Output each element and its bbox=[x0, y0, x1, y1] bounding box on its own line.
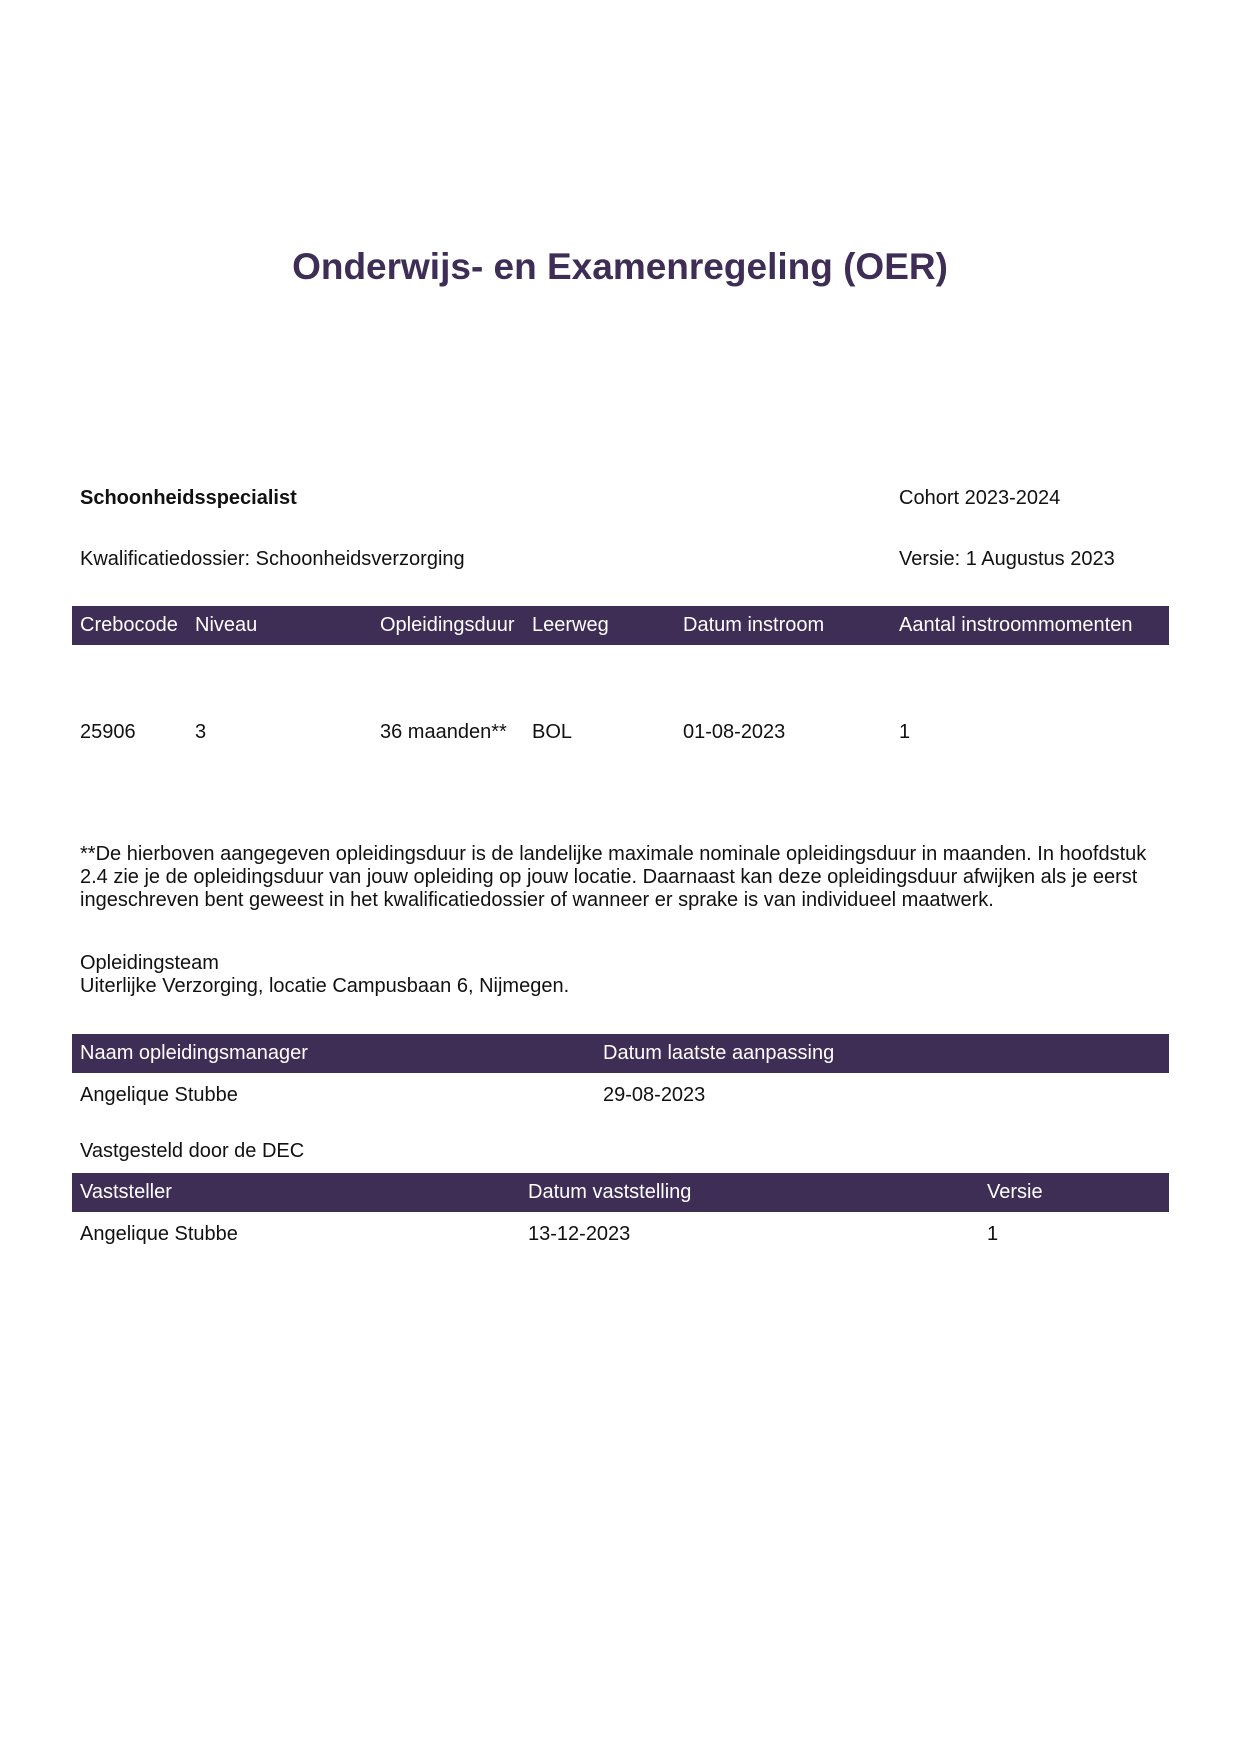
header-versie: Versie bbox=[987, 1181, 1043, 1203]
manager-table-header bbox=[72, 1034, 1169, 1073]
team-label: Opleidingsteam bbox=[80, 952, 219, 974]
header-datum-vaststelling: Datum vaststelling bbox=[528, 1181, 692, 1203]
header-aantal-instroommomenten: Aantal instroommomenten bbox=[899, 614, 1133, 636]
header-datum-instroom: Datum instroom bbox=[683, 614, 825, 636]
version-label: Versie: 1 Augustus 2023 bbox=[899, 548, 1115, 570]
cell-crebocode: 25906 bbox=[80, 721, 136, 743]
cell-opleidingsduur: 36 maanden** bbox=[380, 721, 507, 743]
header-opleidingsduur: Opleidingsduur bbox=[380, 614, 515, 636]
cell-niveau: 3 bbox=[195, 721, 207, 743]
duration-footnote: **De hierboven aangegeven opleidingsduur is de landelijke maximale nominale opleidingsduur in maanden. In hoofdstuk 2.4 zie je de opleidingsduur van jouw opleiding op jouw locatie. Daarnaast kan deze opleidingsduur afwijken als je eerst ingeschreven bent geweest in het kwalificatiedossier of wanneer er sprake is van individueel maatwerk. bbox=[80, 843, 1147, 911]
header-leerweg: Leerweg bbox=[532, 614, 609, 636]
cell-leerweg: BOL bbox=[532, 721, 573, 743]
cell-approval-version: 1 bbox=[987, 1223, 999, 1245]
header-naam-opleidingsmanager: Naam opleidingsmanager bbox=[80, 1042, 308, 1064]
header-vaststeller: Vaststeller bbox=[80, 1181, 172, 1203]
cohort-label: Cohort 2023-2024 bbox=[899, 487, 1061, 509]
approval-table-header bbox=[72, 1173, 1169, 1212]
document-title: Onderwijs- en Examenregeling (OER) bbox=[292, 246, 948, 287]
program-table-header bbox=[72, 606, 1169, 645]
dec-label: Vastgesteld door de DEC bbox=[80, 1140, 305, 1162]
cell-manager-name: Angelique Stubbe bbox=[80, 1084, 238, 1106]
cell-approver-name: Angelique Stubbe bbox=[80, 1223, 238, 1245]
header-niveau: Niveau bbox=[195, 614, 258, 636]
cell-approval-date: 13-12-2023 bbox=[528, 1223, 631, 1245]
header-crebocode: Crebocode bbox=[80, 614, 178, 636]
program-name: Schoonheidsspecialist bbox=[80, 487, 297, 509]
cell-last-modified: 29-08-2023 bbox=[603, 1084, 706, 1106]
dossier-label: Kwalificatiedossier: Schoonheidsverzorging bbox=[80, 548, 465, 570]
team-block bbox=[80, 952, 569, 998]
team-value: Uiterlijke Verzorging, locatie Campusbaan 6, Nijmegen. bbox=[80, 975, 570, 997]
cell-datum-instroom: 01-08-2023 bbox=[683, 721, 786, 743]
cell-aantal-instroommomenten: 1 bbox=[899, 721, 911, 743]
header-datum-laatste-aanpassing: Datum laatste aanpassing bbox=[603, 1042, 835, 1064]
